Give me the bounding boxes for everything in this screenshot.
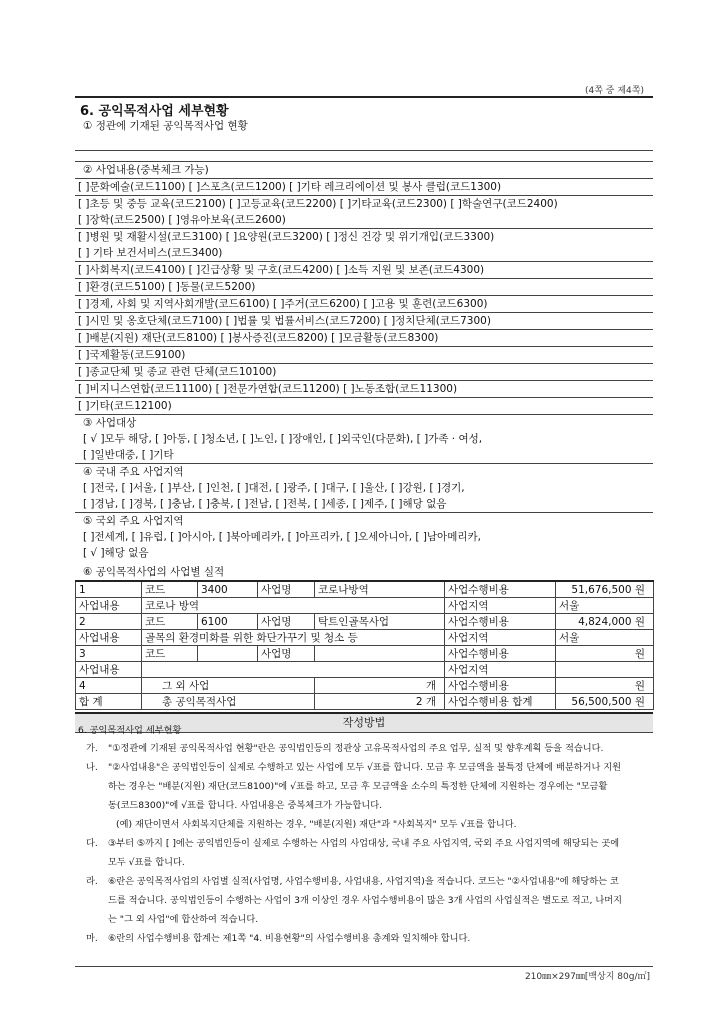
page-number: (4쪽 중 제4쪽) [585, 86, 644, 96]
sec3-label: ③ 사업대상 [83, 417, 137, 429]
form-body [75, 118, 653, 733]
other-biz-label: 그 외 사업 [142, 678, 315, 694]
note-label: 라. [86, 876, 98, 887]
top-rule [75, 96, 653, 98]
note-line: 는 "그 외 사업"에 합산하여 적습니다. [108, 914, 259, 925]
biz-line[interactable]: [ ]환경(코드5100) [ ]동물(코드5200) [75, 279, 653, 296]
note-label: 가. [86, 743, 98, 754]
content-value[interactable] [142, 662, 445, 678]
sec5-label: ⑤ 국외 주요 사업지역 [83, 515, 184, 527]
sec1-blank [75, 134, 653, 151]
biz-line[interactable]: [ ]사회복지(코드4100) [ ]긴급상황 및 구호(코드4200) [ ]소득 지원 및 보존(코드4300) [75, 262, 653, 279]
note-line: ⑥란의 사업수행비용 합계는 제1쪽 "4. 비용현황"의 사업수행비용 총계와 일치해야 합니다. [108, 933, 471, 944]
biz-line[interactable]: [ ]기타(코드12100) [75, 398, 653, 415]
region-label: 사업지역 [445, 598, 556, 614]
table-row [76, 678, 654, 694]
sec6-label: ⑥ 공익목적사업의 사업별 실적 [83, 566, 225, 578]
table-row [76, 630, 654, 646]
biz-line[interactable]: [ ]초등 및 중등 교육(코드2100) [ ]고등교육(코드2200) [ ]기타교육(코드2300) [ ]학술연구(코드2400) [78, 198, 558, 210]
amount-label: 사업수행비용 [445, 646, 556, 662]
content-value[interactable]: 골목의 환경미화를 위한 화단가꾸기 및 청소 등 [142, 630, 445, 646]
content-label: 사업내용 [76, 662, 142, 678]
total-count[interactable]: 2 개 [315, 694, 445, 710]
region-value[interactable] [556, 662, 654, 678]
code-value[interactable]: 3400 [198, 581, 258, 598]
total-biz-label: 총 공익목적사업 [142, 694, 315, 710]
overseas-line[interactable]: [ ]전세계, [ ]유럽, [ ]아시아, [ ]북아메리카, [ ]아프리카, [ ]오세아니아, [ ]남아메리카, [83, 531, 481, 543]
biz-line[interactable]: [ ]병원 및 재활시설(코드3100) [ ]요양원(코드3200) [ ]정신 건강 및 위기개입(코드3300) [78, 231, 495, 243]
method-header: 작성방법 [75, 712, 653, 733]
note-label: 마. [86, 933, 98, 944]
region-label: 사업지역 [445, 662, 556, 678]
sec4-label: ④ 국내 주요 사업지역 [83, 466, 184, 478]
notes-title: 6. 공익목적사업 세부현황 [78, 725, 182, 736]
bottom-rule [75, 966, 653, 967]
biz-line[interactable]: [ ]비지니스연합(코드11100) [ ]전문가연합(코드11200) [ ]노동조합(코드11300) [75, 381, 653, 398]
domestic-line[interactable]: [ ]전국, [ ]서울, [ ]부산, [ ]인천, [ ]대전, [ ]광주, [ ]대구, [ ]울산, [ ]강원, [ ]경기, [83, 482, 465, 494]
content-value[interactable]: 코로나 방역 [142, 598, 445, 614]
note-line: 드를 적습니다. 공익법인등이 수행하는 사업이 3개 이상인 경우 사업수행비용이 많은 3개 사업의 사업실적은 별도로 적고, 나머지 [108, 895, 622, 906]
biz-line[interactable]: [ ]배분(지원) 재단(코드8100) [ ]봉사증진(코드8200) [ ]모금활동(코드8300) [75, 330, 653, 347]
table-row [76, 694, 654, 710]
note-line: 동(코드8300)"에 √표를 합니다. 사업내용은 중복체크가 가능합니다. [108, 800, 383, 811]
row-number: 3 [76, 646, 142, 662]
amount-value[interactable]: 원 [556, 646, 654, 662]
other-amount-label: 사업수행비용 [445, 678, 556, 694]
amount-value[interactable]: 4,824,000 원 [556, 614, 654, 630]
sec2-label: ② 사업내용(중복체크 가능) [75, 162, 653, 179]
note-label: 나. [86, 762, 98, 773]
biz-line[interactable]: [ ]종교단체 및 종교 관련 단체(코드10100) [75, 364, 653, 381]
note-item [78, 739, 653, 758]
table-row [76, 598, 654, 614]
target-line[interactable]: [ ]일반대중, [ ]기타 [75, 447, 653, 464]
sec1-label: ① 정관에 기재된 공익목적사업 현황 [83, 120, 248, 132]
amount-label: 사업수행비용 [445, 614, 556, 630]
note-line: ③부터 ⑤까지 [ ]에는 공익법인등이 실제로 수행하는 사업의 사업대상, 국내 주요 사업지역, 국외 주요 사업지역에 해당되는 곳에 [108, 838, 620, 849]
biz-line[interactable]: [ ] 기타 보건서비스(코드3400) [75, 245, 653, 262]
other-amount-value[interactable]: 원 [556, 678, 654, 694]
code-label: 코드 [142, 614, 198, 630]
total-label: 합 계 [76, 694, 142, 710]
total-amount-value[interactable]: 56,500,500 원 [556, 694, 654, 710]
biz-line[interactable]: [ ]장학(코드2500) [ ]영유아보육(코드2600) [75, 212, 653, 229]
amount-value[interactable]: 51,676,500 원 [556, 581, 654, 598]
biz-line[interactable]: [ ]국제활동(코드9100) [75, 347, 653, 364]
note-line: "①정관에 기재된 공익목적사업 현황"란은 공익법인등의 정관상 고유목적사업의 주요 업무, 실적 및 향후계획 등을 적습니다. [108, 743, 604, 754]
code-label: 코드 [142, 646, 198, 662]
results-table [75, 580, 654, 710]
biz-name-label: 사업명 [258, 614, 315, 630]
biz-line[interactable]: [ ]시민 및 옹호단체(코드7100) [ ]법률 및 법률서비스(코드7200) [ ]정치단체(코드7300) [75, 313, 653, 330]
note-line: 모두 √표를 합니다. [108, 857, 185, 868]
content-label: 사업내용 [76, 598, 142, 614]
table-row [76, 662, 654, 678]
region-label: 사업지역 [445, 630, 556, 646]
note-item [78, 929, 653, 948]
row-number: 1 [76, 581, 142, 598]
paper-spec: 210㎜×297㎜[백상지 80g/㎡] [524, 972, 650, 982]
target-line[interactable]: [ √ ]모두 해당, [ ]아동, [ ]청소년, [ ]노인, [ ]장애인, [ ]외국인(다문화), [ ]가족 · 여성, [83, 433, 483, 445]
note-text [108, 739, 653, 758]
note-text [108, 834, 653, 872]
biz-name-label: 사업명 [258, 646, 315, 662]
content-label: 사업내용 [76, 630, 142, 646]
domestic-line[interactable]: [ ]경남, [ ]경북, [ ]충남, [ ]충북, [ ]전남, [ ]전북, [ ]세종, [ ]제주, [ ]해당 없음 [75, 496, 653, 513]
sec1-space [75, 151, 653, 162]
note-item [78, 758, 653, 815]
region-value[interactable]: 서울 [556, 598, 654, 614]
biz-name-label: 사업명 [258, 581, 315, 598]
biz-line[interactable]: [ ]경제, 사회 및 지역사회개발(코드6100) [ ]주거(코드6200) [ ]고용 및 훈련(코드6300) [75, 296, 653, 313]
note-text [108, 758, 653, 815]
note-line: 하는 경우는 "배분(지원) 재단(코드8100)"에 √표를 하고, 모금 후 모금액을 소수의 특정한 단체에 지원하는 경우에는 "모금활 [108, 781, 608, 792]
note-label: 다. [86, 838, 98, 849]
other-biz-count[interactable]: 개 [315, 678, 445, 694]
biz-line[interactable]: [ ]문화예술(코드1100) [ ]스포츠(코드1200) [ ]기타 레크리에이션 및 봉사 클럽(코드1300) [75, 179, 653, 196]
biz-name-value[interactable]: 탁트인골목사업 [315, 614, 445, 630]
row-number: 4 [76, 678, 142, 694]
row-number: 2 [76, 614, 142, 630]
code-value[interactable]: 6100 [198, 614, 258, 630]
note-text [108, 929, 653, 948]
note-text [108, 872, 653, 929]
note-example: (예) 재단이면서 사회복지단체를 지원하는 경우, "배분(지원) 재단"과 "사회복지" 모두 √표를 합니다. [116, 819, 517, 830]
total-amount-label: 사업수행비용 합계 [445, 694, 556, 710]
section-title: 6. 공익목적사업 세부현황 [80, 104, 229, 119]
region-value[interactable]: 서울 [556, 630, 654, 646]
note-line: ⑥란은 공익목적사업의 사업별 실적(사업명, 사업수행비용, 사업내용, 사업지역)을 적습니다. 코드는 "②사업내용"에 해당하는 코 [108, 876, 619, 887]
overseas-line[interactable]: [ √ ]해당 없음 [83, 547, 149, 559]
amount-label: 사업수행비용 [445, 581, 556, 598]
biz-name-value[interactable] [315, 646, 445, 662]
note-item [78, 872, 653, 929]
note-line: "②사업내용"은 공익법인등이 실제로 수행하고 있는 사업에 모두 √표를 합니다. 모금 후 모금액을 불특정 단체에 배분하거나 지원 [108, 762, 622, 773]
table-row [76, 581, 654, 598]
code-label: 코드 [142, 581, 198, 598]
code-value[interactable] [198, 646, 258, 662]
biz-name-value[interactable]: 코로나방역 [315, 581, 445, 598]
instructions [78, 722, 653, 948]
note-item [78, 834, 653, 872]
table-row [76, 614, 654, 630]
table-row [76, 646, 654, 662]
